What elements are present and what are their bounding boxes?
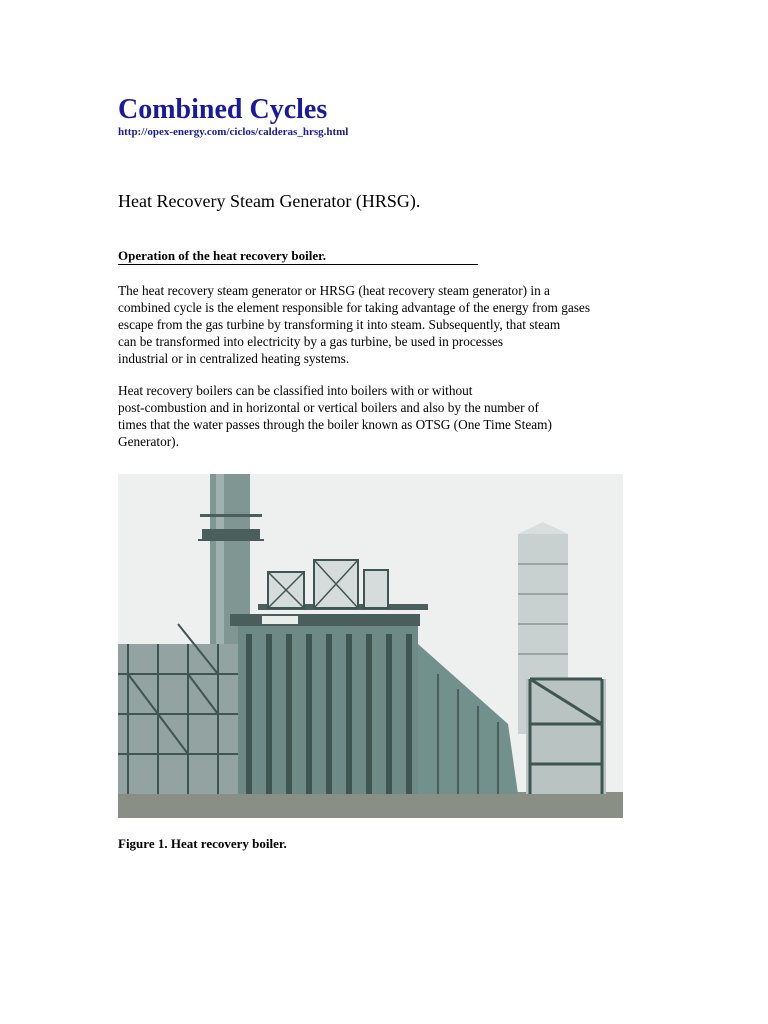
section-heading: Heat Recovery Steam Generator (HRSG).: [118, 191, 421, 211]
sub-heading: Operation of the heat recovery boiler.: [118, 248, 478, 265]
paragraph-classification: Heat recovery boilers can be classified into boilers with or without post-combustion and in horizontal or vertical boilers and also by the number of times that the water passes through the boiler known as OTSG (One Time Steam) Generator).: [118, 383, 552, 449]
paragraph-intro: The heat recovery steam generator or HRSG (heat recovery steam generator) in a combined cycle is the element responsible for taking advantage of the energy from gases escape from the gas turbine by transforming it into steam. Subsequently, that steam can be transformed into electricity by a gas turbine, be used in processes industrial or in centralized heating systems.: [118, 283, 591, 366]
source-link[interactable]: http://opex-energy.com/ciclos/calderas_hrsg.html: [118, 126, 349, 138]
figure-hrsg-photo: [118, 474, 623, 818]
figure-caption: Figure 1. Heat recovery boiler.: [118, 836, 287, 851]
document-title: Combined Cycles: [118, 94, 328, 125]
hrsg-plant-photo-icon: [118, 474, 623, 818]
